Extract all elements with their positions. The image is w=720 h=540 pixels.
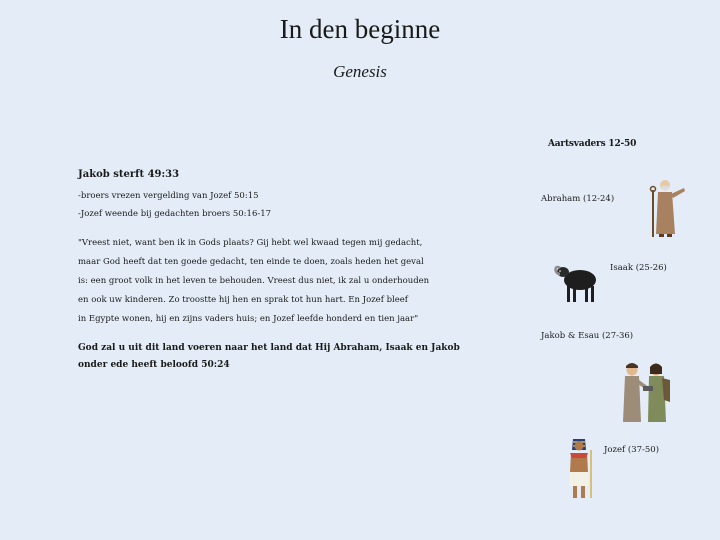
quote-line: is: een groot volk in het leven te behouden. Vreest dus niet, ik zal u onderhouden [78,276,430,286]
promise-line: onder ede heeft beloofd 50:24 [78,360,230,370]
ram-icon [552,258,600,304]
page-title: In den beginne [279,14,441,44]
joseph-quote [78,234,429,329]
quote-line: en ook uw kinderen. Zo troostte hij hen en sprak tot hun hart. En Jozef bleef [78,295,408,305]
egyptian-figure-icon [564,436,594,500]
quote-line: "Vreest niet, want ben ik in Gods plaats? Gij hebt wel kwaad tegen mij gedacht, [78,238,423,248]
promise-line: God zal u uit dit land voeren naar het land dat Hij Abraham, Isaak en Jakob [78,343,460,353]
jacob-esau-label: Jakob & Esau (27-36) [541,331,634,341]
two-brothers-icon [614,358,676,426]
quote-line: maar God heeft dat ten goede gedacht, ten einde te doen, zoals heden het geval [78,257,424,267]
list-item: -Jozef weende bij gedachten broers 50:16-17 [78,209,272,219]
patriarch-figure-icon [646,176,688,238]
jacob-death-heading: Jakob sterft 49:33 [78,169,180,180]
list-item: -broers vrezen vergelding van Jozef 50:15 [78,191,259,201]
forefathers-heading: Aartsvaders 12-50 [548,139,637,149]
promise-text [78,340,460,374]
isaak-label: Isaak (25-26) [610,263,667,273]
jozef-label: Jozef (37-50) [604,445,660,455]
page-subtitle: Genesis [333,62,387,81]
quote-line: in Egypte wonen, hij en zijns vaders huis; en Jozef leefde honderd en tien jaar" [78,314,419,324]
abraham-label: Abraham (12-24) [541,194,615,204]
